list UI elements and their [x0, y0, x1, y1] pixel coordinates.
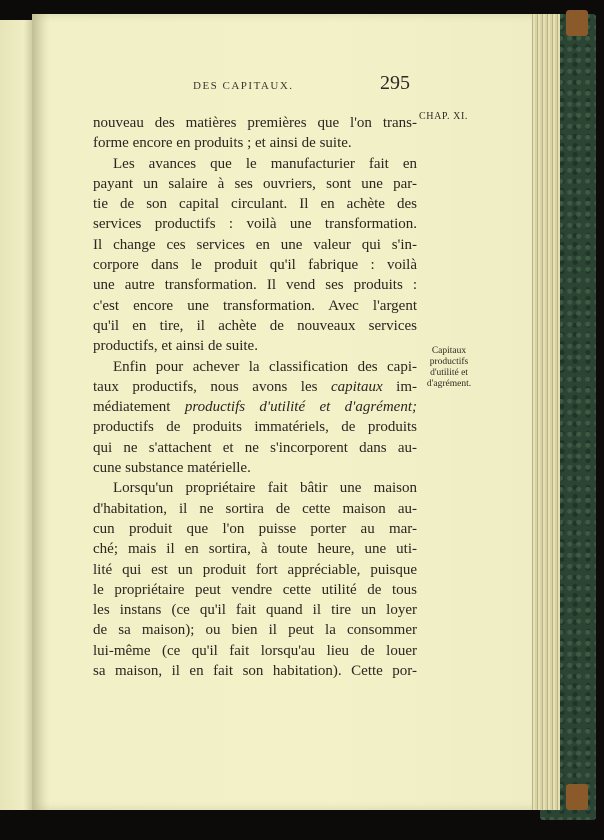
text-line: corpore dans le produit qu'il fabrique : voilà [93, 257, 417, 274]
text-line: tie de son capital circulant. Il en achète des [93, 196, 417, 213]
text-line: Il change ces services en une valeur qui s'in- [93, 236, 417, 253]
text-line: Les avances que le manufacturier fait en [113, 155, 417, 172]
cover-corner-bottom [566, 784, 588, 810]
text-line: qu'il en tire, il achète de nouveaux services [93, 317, 417, 334]
text-line: le propriétaire peut vendre cette utilité de tous [93, 581, 417, 598]
text-line: Lorsqu'un propriétaire fait bâtir une maison [113, 480, 417, 497]
text-segment: im- [382, 378, 417, 395]
text-line: qui ne s'attachent et ne s'incorporent dans au- [93, 439, 417, 456]
text-line: cun produit que l'on puisse porter au mar- [93, 520, 417, 537]
body-text [93, 113, 417, 681]
cover-corner-top [566, 10, 588, 36]
text-line: payant un salaire à ses ouvriers, sont une par- [93, 175, 417, 192]
chapter-margin-note: CHAP. XI. [419, 111, 469, 122]
text-line [93, 397, 417, 417]
text-line [93, 377, 417, 397]
text-line: ché; mais il en sortira, à toute heure, une uti- [93, 541, 417, 558]
side-note-line: d'agrément. [426, 379, 472, 389]
text-segment: médiatement [93, 399, 185, 416]
text-line: une autre transformation. Il vend ses produits : [93, 277, 417, 294]
side-note-line: productifs [429, 357, 469, 367]
text-line: forme encore en produits ; et ainsi de suite. [93, 135, 352, 152]
running-head: DES CAPITAUX. [193, 80, 294, 92]
italic-term: productifs d'utilité et d'agrément; [184, 399, 417, 416]
text-line: lité qui est un produit fort appréciable, puisque [93, 561, 417, 578]
text-line: d'habitation, il ne sortira de cette maison au- [93, 500, 417, 517]
text-line: sa maison, il en fait son habitation). Cette por- [93, 663, 417, 680]
text-line: c'est encore une transformation. Avec l'argent [93, 297, 417, 314]
side-note [418, 346, 480, 390]
text-line: lui-même (ce qu'il fait lorsqu'au lieu de louer [93, 642, 417, 659]
left-page-fragment [0, 20, 34, 810]
text-line: cune substance matérielle. [93, 460, 251, 477]
side-note-line: Capitaux [431, 346, 467, 356]
text-line: les instans (ce qu'il fait quand il tire un loyer [93, 602, 417, 619]
text-line: nouveau des matières premières que l'on trans- [93, 115, 417, 131]
text-line: services productifs : voilà une transformation. [93, 216, 417, 233]
text-line: de sa maison); ou bien il peut la consommer [93, 622, 417, 639]
text-line: productifs de produits immatériels, de produits [93, 419, 417, 436]
page-number: 295 [380, 72, 410, 94]
italic-term: capitaux [330, 378, 383, 395]
text-line: productifs, et ainsi de suite. [93, 338, 258, 355]
text-segment: taux productifs, nous avons les [93, 378, 331, 395]
text-line: Enfin pour achever la classification des capi- [113, 358, 417, 375]
side-note-line: d'utilité et [430, 368, 468, 378]
